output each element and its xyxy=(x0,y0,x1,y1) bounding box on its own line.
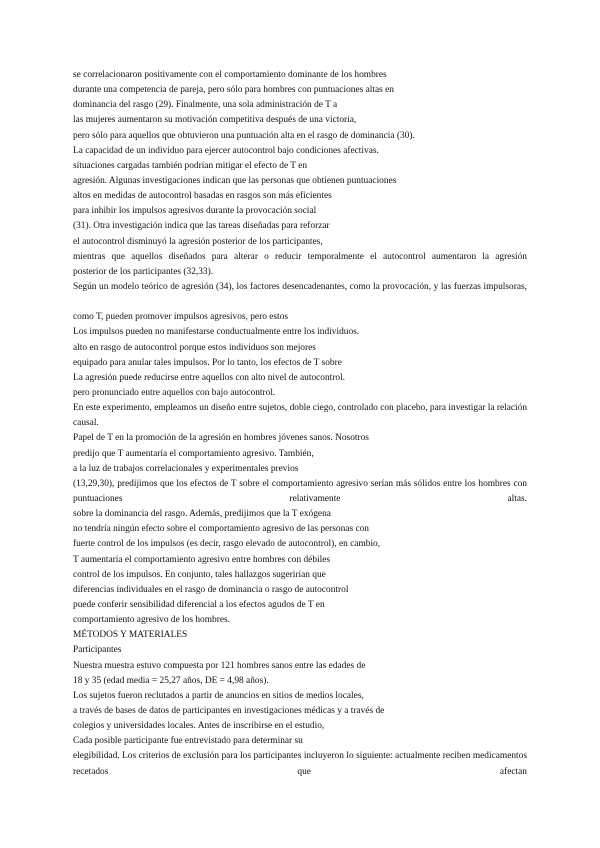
text-line: colegios y universidades locales. Antes de inscribirse en el estudio, xyxy=(73,721,325,732)
text-line: las mujeres aumentaron su motivación competitiva después de una victoria, xyxy=(73,115,357,126)
text-line: el autocontrol disminuyó la agresión posterior de los participantes, xyxy=(73,236,323,247)
text-line: equipado para anular tales impulsos. Por lo tanto, los efectos de T sobre xyxy=(73,357,342,368)
text-line: puede conferir sensibilidad diferencial a los efectos agudos de T en xyxy=(73,599,325,610)
text-line: altos en medidas de autocontrol basadas en rasgos son más eficientes xyxy=(73,191,332,202)
text-line: fuerte control de los impulsos (es decir, rasgo elevado de autocontrol), en cambio, xyxy=(73,539,381,550)
body-text xyxy=(73,68,527,780)
text-line: mientras que aquellos diseñados para alterar o reducir temporalmente el autocontrol aumentaron la agresión xyxy=(73,251,527,262)
text-line: situaciones cargadas también podrían mitigar el efecto de T en xyxy=(73,160,308,171)
text-line: pero pronunciado entre aquellos con bajo autocontrol. xyxy=(73,387,276,398)
text-line: alto en rasgo de autocontrol porque estos individuos son mejores xyxy=(73,342,316,353)
text-line: control de los impulsos. En conjunto, tales hallazgos sugerirían que xyxy=(73,569,326,580)
text-line: La capacidad de un individuo para ejercer autocontrol bajo condiciones afectivas. xyxy=(73,145,379,156)
text-line: En este experimento, empleamos un diseño entre sujetos, doble ciego, controlado con placebo, para investigar la relación causal. xyxy=(73,403,527,429)
text-line: para inhibir los impulsos agresivos durante la provocación social xyxy=(73,206,317,217)
text-line: pero sólo para aquellos que obtuvieron una puntuación alta en el rasgo de dominancia (30). xyxy=(73,130,415,141)
text-line: Los sujetos fueron reclutados a partir de anuncios en sitios de medios locales, xyxy=(73,690,364,701)
text-line: Según un modelo teórico de agresión (34), los factores desencadenantes, como la provocación, y las fuerzas impulsoras, xyxy=(73,281,527,292)
text-line: La agresión puede reducirse entre aquellos con alto nivel de autocontrol. xyxy=(73,372,346,383)
text-line: comportamiento agresivo de los hombres. xyxy=(73,615,230,626)
text-line: durante una competencia de pareja, pero sólo para hombres con puntuaciones altas en xyxy=(73,85,394,96)
text-line: como T, pueden promover impulsos agresivos, pero estos xyxy=(73,312,288,323)
text-line: posterior de los participantes (32,33). xyxy=(73,266,214,277)
text-line: agresión. Algunas investigaciones indican que las personas que obtienen puntuaciones xyxy=(73,175,397,186)
text-line: elegibilidad. Los criterios de exclusión para los participantes incluyeron lo siguiente: actualmente reciben medicamentos recetados que afectan xyxy=(73,751,527,777)
text-line: Nuestra muestra estuvo compuesta por 121 hombres sanos entre las edades de xyxy=(73,660,366,671)
text-line: Cada posible participante fue entrevistado para determinar su xyxy=(73,736,303,747)
text-line: (31). Otra investigación indica que las tareas diseñadas para reforzar xyxy=(73,221,330,232)
text-line: diferencias individuales en el rasgo de dominancia o rasgo de autocontrol xyxy=(73,584,349,595)
text-line: predijo que T aumentaría el comportamiento agresivo. También, xyxy=(73,448,314,459)
text-line: dominancia del rasgo (29). Finalmente, una sola administración de T a xyxy=(73,100,338,111)
text-line: (13,29,30), predijimos que los efectos de T sobre el comportamiento agresivo serían más sólidos entre los hombres con puntuaciones relativamente altas. xyxy=(73,478,527,504)
text-line: Los impulsos pueden no manifestarse conductualmente entre los individuos. xyxy=(73,327,360,338)
text-line: se correlacionaron positivamente con el comportamiento dominante de los hombres xyxy=(73,70,387,80)
subsection-heading: Participantes xyxy=(73,645,122,656)
text-line: sobre la dominancia del rasgo. Además, predijimos que la T exógena xyxy=(73,509,331,520)
text-line: Papel de T en la promoción de la agresión en hombres jóvenes sanos. Nosotros xyxy=(73,433,369,444)
text-line: no tendría ningún efecto sobre el comportamiento agresivo de las personas con xyxy=(73,524,369,535)
text-line: a la luz de trabajos correlacionales y experimentales previos xyxy=(73,463,299,474)
text-line: 18 y 35 (edad media = 25,27 años, DE = 4,98 años). xyxy=(73,675,269,686)
text-line: T aumentaría el comportamiento agresivo entre hombres con débiles xyxy=(73,554,331,565)
section-heading: MÉTODOS Y MATERIALES xyxy=(73,630,188,641)
text-line: a través de bases de datos de participantes en investigaciones médicas y a través de xyxy=(73,705,385,716)
